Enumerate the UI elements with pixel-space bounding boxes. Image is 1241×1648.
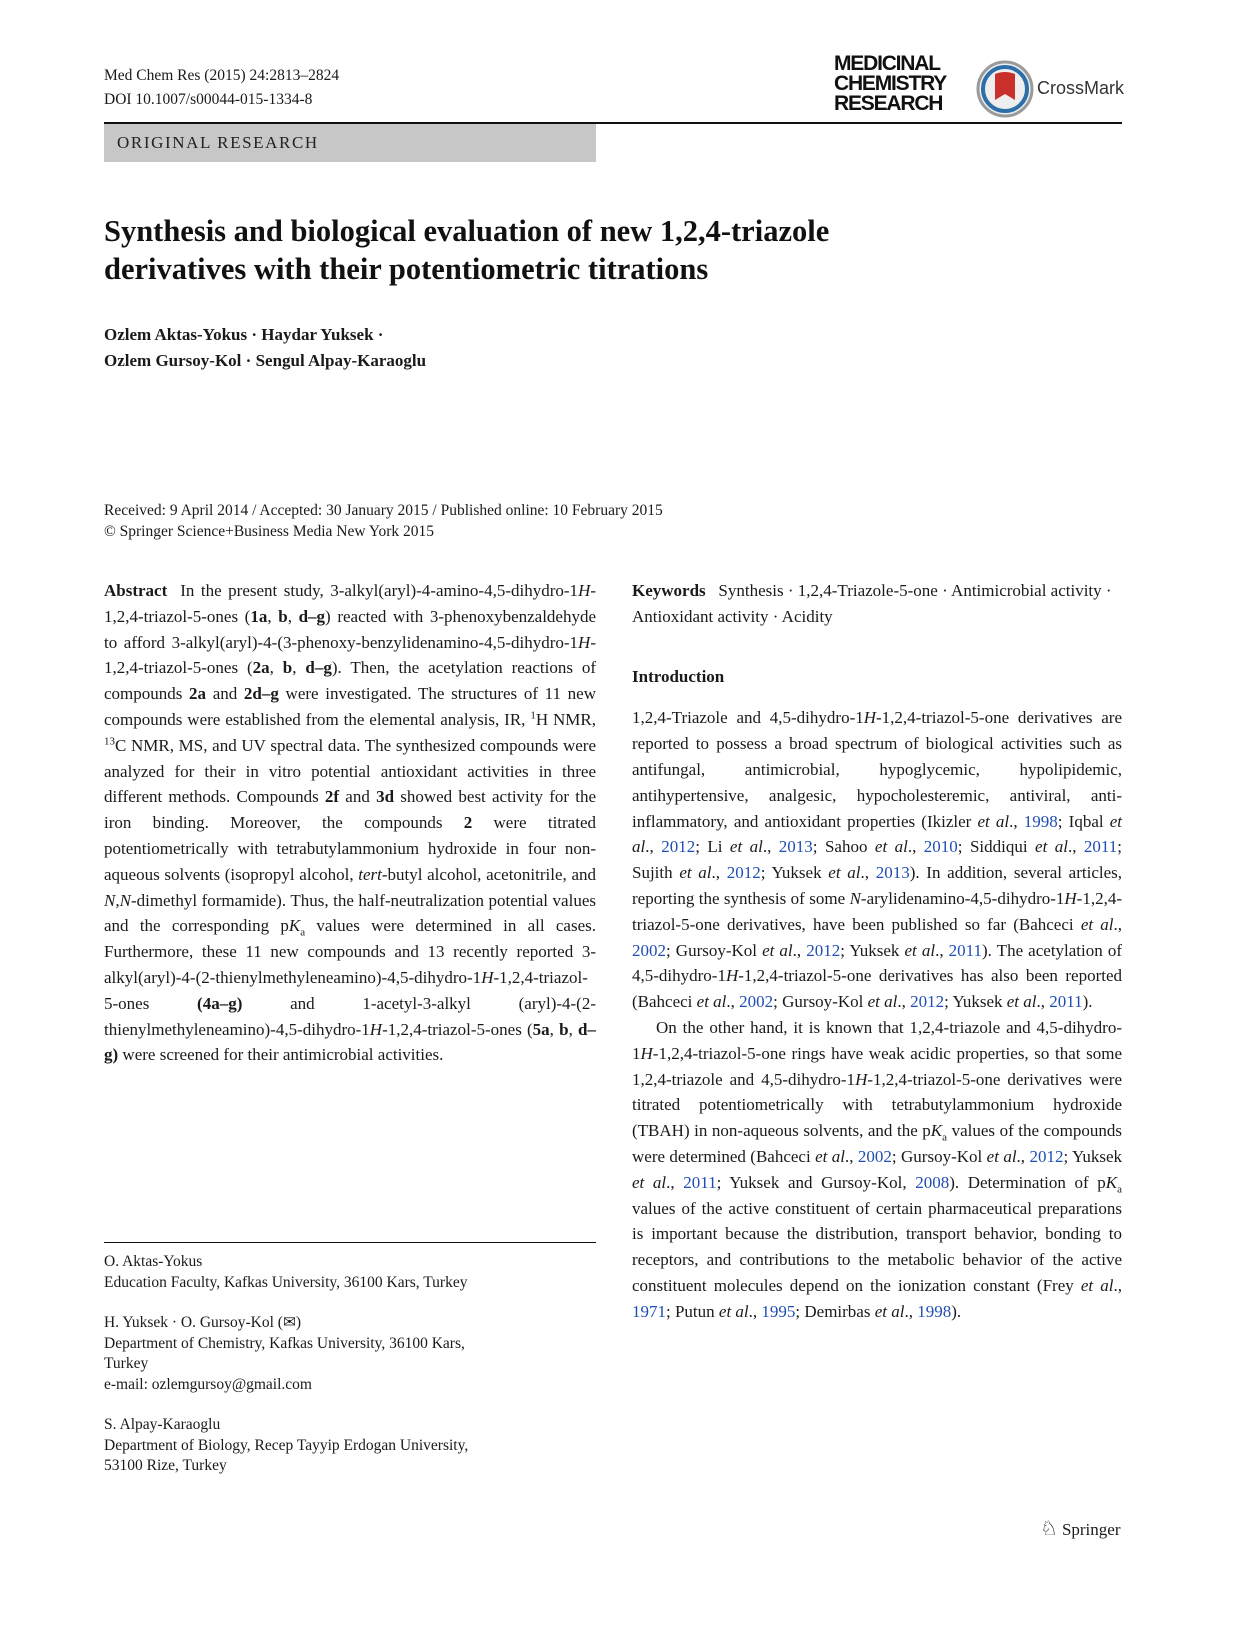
introduction-paragraph-1: 1,2,4-Triazole and 4,5-dihydro-1H-1,2,4-triazol-5-one derivatives are reported to possess a broad spectrum of biological activities such as antifungal, antimicrobial, hypoglycemic, hypolipidemic, antihypertensive, analgesic, hypocholesteremic, antiviral, anti-inflammatory, and antioxidant properties (Ikizler et al., 1998; Iqbal et al., 2012; Li et al., 2013; Sahoo et al., 2010; Siddiqui et al., 2011; Sujith et al., 2012; Yuksek et al., 2013). In addition, several articles, reporting the synthesis of some N-arylidenamino-4,5-dihydro-1H-1,2,4-triazol-5-one derivatives, have been published so far (Bahceci et al., 2002; Gursoy-Kol et al., 2012; Yuksek et al., 2011). The acetylation of 4,5-dihydro-1H-1,2,4-triazol-5-one derivatives has also been reported (Bahceci et al., 2002; Gursoy-Kol et al., 2012; Yuksek et al., 2011).: [632, 708, 1123, 1012]
affiliation-name: S. Alpay-Karaoglu: [104, 1416, 221, 1433]
authors-line: Ozlem Gursoy-Kol · Sengul Alpay-Karaoglu: [104, 351, 427, 370]
affiliation-line: Turkey: [104, 1355, 149, 1372]
title-line: Synthesis and biological evaluation of new 1,2,4-triazole: [104, 214, 830, 248]
journal-logo-line: CHEMISTRY: [834, 72, 947, 95]
citation-link[interactable]: 2013: [875, 863, 910, 883]
journal-logo: [834, 54, 960, 114]
citation-link[interactable]: 2011: [1049, 992, 1083, 1012]
right-column: [632, 578, 1122, 1325]
keywords: [632, 578, 1122, 630]
affiliation-line: 53100 Rize, Turkey: [104, 1457, 227, 1474]
section-banner-label: ORIGINAL RESEARCH: [117, 133, 319, 152]
crossmark-label[interactable]: CrossMark: [1037, 78, 1125, 98]
affiliation-line: Department of Biology, Recep Tayyip Erdogan University,: [104, 1436, 469, 1454]
affiliation-2: [104, 1313, 596, 1395]
introduction-heading: Introduction: [632, 666, 725, 686]
citation-link[interactable]: 2011: [948, 940, 983, 960]
copyright-line: © Springer Science+Business Media New York 2015: [104, 523, 435, 540]
citation-link[interactable]: 2002: [857, 1146, 892, 1166]
affiliation-line: Education Faculty, Kafkas University, 36100 Kars, Turkey: [104, 1273, 468, 1291]
citation-link[interactable]: 1998: [1023, 811, 1058, 831]
abstract: [104, 578, 596, 1068]
affiliation-name: H. Yuksek · O. Gursoy-Kol (✉): [104, 1314, 302, 1331]
springer-horse-icon: ♘: [1040, 1518, 1058, 1540]
affiliation-email[interactable]: e-mail: ozlemgursoy@gmail.com: [104, 1375, 312, 1393]
dates-line: Received: 9 April 2014 / Accepted: 30 January 2015 / Published online: 10 February 2015: [104, 502, 663, 519]
citation-link[interactable]: 1998: [917, 1301, 952, 1321]
authors: [104, 322, 426, 374]
affiliation-1: [104, 1252, 596, 1293]
citation-link[interactable]: 2002: [739, 992, 774, 1012]
introduction-paragraph-2: On the other hand, it is known that 1,2,4-triazole and 4,5-dihydro-1H-1,2,4-triazol-5-one rings have weak acidic properties, so that some 1,2,4-triazole and 4,5-dihydro-1H-1,2,4-triazol-5-one derivatives were titrated potentiometrically with tetrabutylammonium hydroxide (TBAH) in non-aqueous solvents, and the $pK_a$ values of the compounds were determined (Bahceci et al., 2002; Gursoy-Kol et al., 2012; Yuksek et al., 2011; Yuksek and Gursoy-Kol, 2008). Determination of $pK_a$ values of the active constituent of certain pharmaceutical preparations is important because the distribution, transport behavior, bonding to receptors, and contributions to the metabolic behavior of the active constituent molecules depend on the ionization constant (Frey et al., 1971; Putun et al., 1995; Demirbas et al., 1998).: [632, 1017, 1123, 1321]
title-line: derivatives with their potentiometric titrations: [104, 252, 709, 286]
citation-link[interactable]: 1971: [632, 1301, 666, 1321]
affiliation-3: [104, 1415, 596, 1477]
journal-logo-line: RESEARCH: [834, 92, 943, 115]
citation-link[interactable]: 2012: [726, 863, 761, 883]
footnote-rule: [104, 1242, 596, 1243]
journal-logo-line: MEDICINAL: [834, 52, 940, 75]
abstract-label: Abstract: [104, 581, 168, 600]
citation-link[interactable]: 2008: [915, 1172, 950, 1192]
crossmark-icon[interactable]: [976, 60, 1034, 118]
section-banner: [104, 124, 596, 162]
abstract-text: Abstract In the present study, 3-alkyl(aryl)-4-amino-4,5-dihydro-1H-1,2,4-triazol-5-ones (1a, b, d–g) reacted with 3-phenoxybenzaldehyde to afford 3-alkyl(aryl)-4-(3-phenoxy-benzylidenamino-4,5-dihydro-1H-1,2,4-triazol-5-ones (2a, b, d–g). Then, the acetylation reactions of compounds 2a and 2d–g were investigated. The structures of 11 new compounds were established from the elemental analysis, IR, $^1$H NMR, $^{13}$C NMR, MS, and UV spectral data. The synthesized compounds were analyzed for their in vitro potential antioxidant activities in three different methods. Compounds 2f and 3d showed best activity for the iron binding. Moreover, the compounds 2 were titrated potentiometrically with tetrabutylammonium hydroxide in four non-aqueous solvents (isopropyl alcohol, tert-butyl alcohol, acetonitrile, and N,N-dimethyl formamide). Thus, the half-neutralization potential values and the corresponding $pK_a$ values were determined in all cases. Furthermore, these 11 new compounds and 13 recently reported 3-alkyl(aryl)-4-(2-thienylmethyleneamino)-4,5-dihydro-1H-1,2,4-triazol-5-ones (4a–g) and 1-acetyl-3-alkyl (aryl)-4-(2-thienylmethyleneamino)-4,5-dihydro-1H-1,2,4-triazol-5-ones (5a, b, d–g) were screened for their antimicrobial activities.: [104, 581, 597, 1065]
article-title: [104, 212, 1004, 288]
keywords-text: Synthesis · 1,2,4-Triazole-5-one · Antimicrobial activity · Antioxidant activity · Acidity: [632, 581, 1112, 626]
affiliation-line: Department of Chemistry, Kafkas University, 36100 Kars,: [104, 1334, 465, 1352]
citation-link[interactable]: 2012: [910, 992, 945, 1012]
doi[interactable]: DOI 10.1007/s00044-015-1334-8: [104, 91, 313, 108]
citation-link[interactable]: 2011: [1083, 837, 1118, 857]
keywords-label: Keywords: [632, 581, 706, 600]
journal-reference: Med Chem Res (2015) 24:2813–2824: [104, 67, 340, 84]
publisher-logo: [1040, 1516, 1120, 1541]
publication-dates: [104, 500, 663, 542]
citation-link[interactable]: 2010: [923, 837, 958, 857]
authors-line: Ozlem Aktas-Yokus · Haydar Yuksek ·: [104, 325, 384, 344]
citation-link[interactable]: 2012: [661, 837, 696, 857]
citation-link[interactable]: 2002: [632, 940, 666, 960]
journal-meta: [104, 64, 339, 112]
citation-link[interactable]: 1995: [761, 1301, 796, 1321]
affiliation-name: O. Aktas-Yokus: [104, 1253, 203, 1270]
citation-link[interactable]: 2012: [806, 940, 841, 960]
citation-link[interactable]: 2012: [1029, 1146, 1064, 1166]
publisher-name: Springer: [1061, 1520, 1121, 1539]
citation-link[interactable]: 2011: [683, 1172, 717, 1192]
citation-link[interactable]: 2013: [778, 837, 813, 857]
